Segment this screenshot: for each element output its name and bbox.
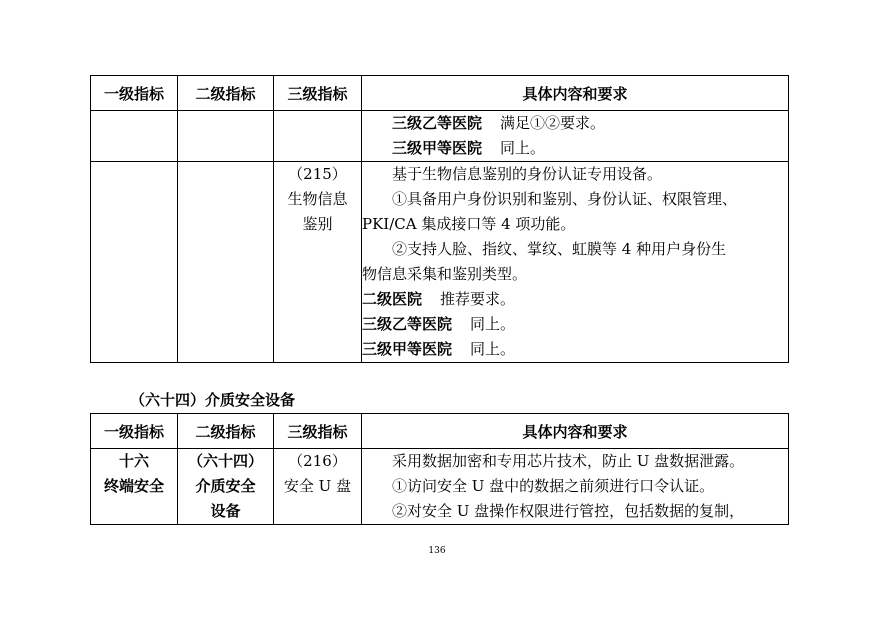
- level2-code: （六十四）: [187, 452, 263, 470]
- section-title: （六十四）介质安全设备: [130, 391, 296, 409]
- table-header-row: [91, 414, 789, 449]
- level3-code: （216）: [288, 452, 347, 470]
- header-level2: 二级指标: [178, 76, 274, 111]
- content-item2: ②对安全 U 盘操作权限进行管控，包括数据的复制，: [392, 502, 745, 520]
- header-content: 具体内容和要求: [362, 76, 789, 111]
- content-item2-line1: ②支持人脸、指纹、掌纹、虹膜等 4 种用户身份生: [392, 240, 727, 258]
- header-level3: 三级指标: [274, 76, 362, 111]
- content-cell: [362, 111, 789, 162]
- requirements-table-2: [90, 413, 789, 525]
- hospital-level-text: 同上。: [470, 315, 516, 333]
- hospital-level-label: 二级医院: [362, 290, 423, 308]
- table-header-row: [91, 76, 789, 111]
- level2-name-part2: 设备: [210, 502, 241, 520]
- level2-name-part1: 介质安全: [195, 477, 256, 495]
- level3-name-part1: 生物信息: [287, 190, 348, 208]
- content-item1-line1: ①具备用户身份识别和鉴别、身份认证、权限管理、: [392, 190, 738, 208]
- table-row: [91, 449, 789, 525]
- page-number: 136: [428, 546, 446, 556]
- level1-name: 终端安全: [103, 477, 164, 495]
- hospital-level-line: [362, 337, 788, 362]
- level2-cell: [178, 449, 274, 525]
- hospital-level-label: 三级乙等医院: [392, 114, 483, 132]
- level3-cell: [274, 449, 362, 525]
- header-content: 具体内容和要求: [362, 414, 789, 449]
- level1-cell: [91, 449, 178, 525]
- level2-cell: [178, 111, 274, 162]
- hospital-level-text: 推荐要求。: [440, 290, 516, 308]
- level3-cell: [274, 162, 362, 363]
- hospital-level-label: 三级甲等医院: [392, 139, 483, 157]
- level3-name-part2: 鉴别: [302, 215, 333, 233]
- hospital-level-line: [362, 287, 788, 312]
- hospital-level-label: 三级甲等医院: [362, 340, 453, 358]
- content-intro: 基于生物信息鉴别的身份认证专用设备。: [392, 165, 663, 183]
- header-level2: 二级指标: [178, 414, 274, 449]
- content-cell: [362, 449, 789, 525]
- table-row: [91, 111, 789, 162]
- content-item2-line2: 物信息采集和鉴别类型。: [362, 265, 528, 283]
- hospital-level-text: 同上。: [500, 139, 546, 157]
- level1-cell: [91, 162, 178, 363]
- header-level3: 三级指标: [274, 414, 362, 449]
- level3-code: （215）: [288, 165, 347, 183]
- hospital-level-label: 三级乙等医院: [362, 315, 453, 333]
- requirements-table-1: [90, 75, 789, 363]
- content-item1: ①访问安全 U 盘中的数据之前须进行口令认证。: [392, 477, 715, 495]
- content-intro: 采用数据加密和专用芯片技术，防止 U 盘数据泄露。: [392, 452, 745, 470]
- level1-cell: [91, 111, 178, 162]
- hospital-level-text: 满足①②要求。: [500, 114, 606, 132]
- level3-name: 安全 U 盘: [283, 477, 352, 495]
- hospital-level-line: [362, 312, 788, 337]
- hospital-level-text: 同上。: [470, 340, 516, 358]
- hospital-level-line: [362, 111, 788, 136]
- content-item1-line2: PKI/CA 集成接口等 4 项功能。: [362, 215, 576, 233]
- level2-cell: [178, 162, 274, 363]
- level3-cell: [274, 111, 362, 162]
- level1-number: 十六: [118, 452, 149, 470]
- table-row: [91, 162, 789, 363]
- content-cell: [362, 162, 789, 363]
- hospital-level-line: [362, 136, 788, 161]
- header-level1: 一级指标: [91, 76, 178, 111]
- header-level1: 一级指标: [91, 414, 178, 449]
